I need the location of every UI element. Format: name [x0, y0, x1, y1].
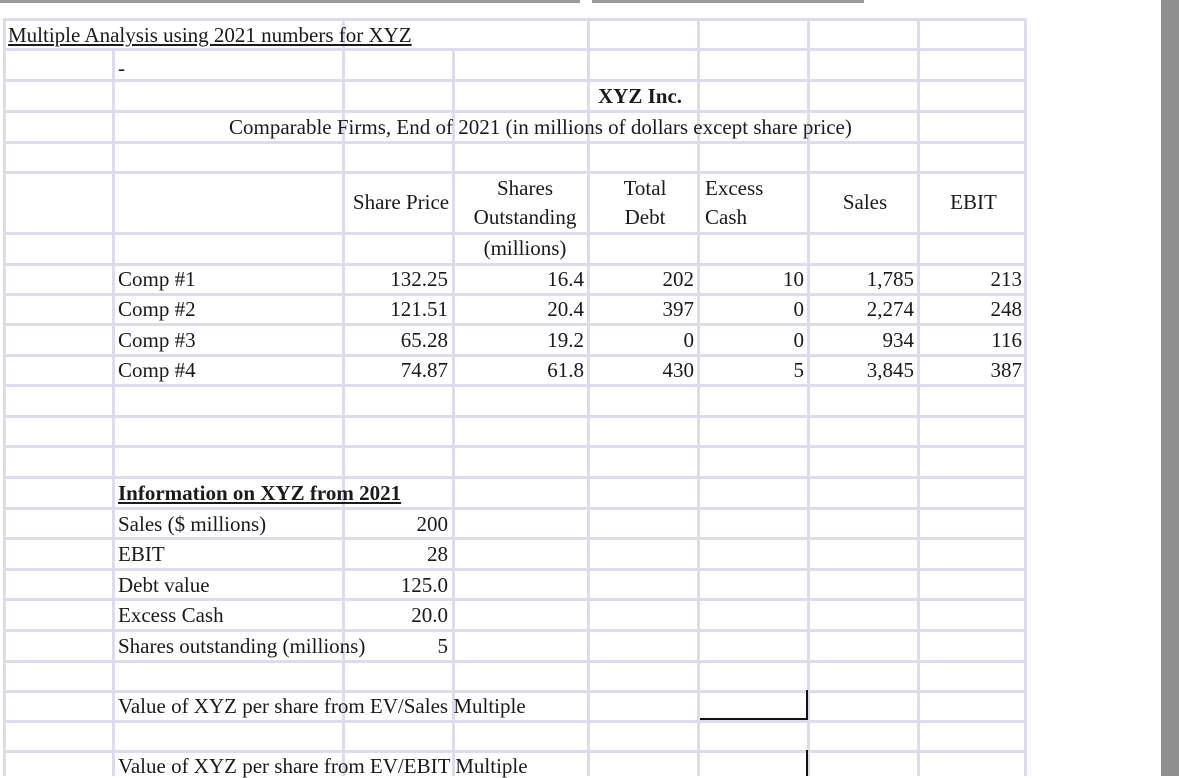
- info-label: Debt value: [118, 573, 210, 597]
- comp-name: Comp #1: [118, 267, 196, 291]
- comp-price: 121.51: [390, 297, 448, 321]
- header-shares-line3: (millions): [483, 236, 567, 260]
- header-cash-line2: Cash: [705, 205, 747, 229]
- header-cash-line1: Excess: [705, 176, 764, 200]
- comp-price: 74.87: [400, 358, 448, 382]
- ev-ebit-answer-cell[interactable]: [700, 750, 808, 776]
- header-shares-line1: Shares: [497, 176, 553, 200]
- comp-debt: 397: [662, 297, 694, 321]
- comp-shares: 19.2: [547, 328, 584, 352]
- header-shares-line2: Outstanding: [473, 205, 577, 229]
- info-heading: Information on XYZ from 2021: [118, 481, 402, 505]
- comp-cash: 0: [793, 297, 804, 321]
- placeholder-dash: -: [118, 56, 125, 80]
- comp-cash: 5: [793, 358, 804, 382]
- comp-cash: 10: [783, 267, 804, 291]
- info-value: 28: [427, 542, 448, 566]
- sheet-title: Multiple Analysis using 2021 numbers for XYZ: [8, 23, 412, 47]
- ev-sales-answer-cell[interactable]: [700, 690, 808, 720]
- header-debt-line1: Total: [623, 176, 667, 200]
- info-label: Shares outstanding (millions): [118, 634, 366, 658]
- comp-shares: 20.4: [547, 297, 584, 321]
- info-label: Excess Cash: [118, 603, 224, 627]
- comp-ebit: 248: [990, 297, 1022, 321]
- info-value: 5: [437, 634, 448, 658]
- comp-shares: 16.4: [547, 267, 584, 291]
- comp-ebit: 387: [990, 358, 1022, 382]
- comp-name: Comp #2: [118, 297, 196, 321]
- comp-sales: 3,845: [866, 358, 914, 382]
- comp-price: 132.25: [390, 267, 448, 291]
- info-value: 125.0: [400, 573, 448, 597]
- table-subtitle: Comparable Firms, End of 2021 (in millions of dollars except share price): [229, 115, 852, 139]
- header-ebit: EBIT: [950, 190, 997, 214]
- comp-shares: 61.8: [547, 358, 584, 382]
- right-scrollbar[interactable]: [1161, 0, 1179, 776]
- comp-debt: 0: [683, 328, 694, 352]
- comp-sales: 934: [882, 328, 914, 352]
- company-name: XYZ Inc.: [598, 84, 683, 108]
- comp-sales: 2,274: [866, 297, 914, 321]
- comp-price: 65.28: [400, 328, 448, 352]
- ev-ebit-label: Value of XYZ per share from EV/EBIT Multiple: [118, 754, 528, 778]
- comp-cash: 0: [793, 328, 804, 352]
- info-value: 200: [416, 512, 448, 536]
- header-share-price: Share Price: [352, 190, 450, 214]
- comp-sales: 1,785: [866, 267, 914, 291]
- comp-ebit: 116: [991, 328, 1022, 352]
- comp-ebit: 213: [990, 267, 1022, 291]
- comp-debt: 430: [662, 358, 694, 382]
- info-label: EBIT: [118, 542, 165, 566]
- info-label: Sales ($ millions): [118, 512, 267, 536]
- comp-name: Comp #3: [118, 328, 196, 352]
- header-sales: Sales: [842, 190, 888, 214]
- header-debt-line2: Debt: [624, 205, 666, 229]
- comp-name: Comp #4: [118, 358, 196, 382]
- info-value: 20.0: [411, 603, 448, 627]
- comp-debt: 202: [662, 267, 694, 291]
- ev-sales-label: Value of XYZ per share from EV/Sales Multiple: [118, 694, 526, 718]
